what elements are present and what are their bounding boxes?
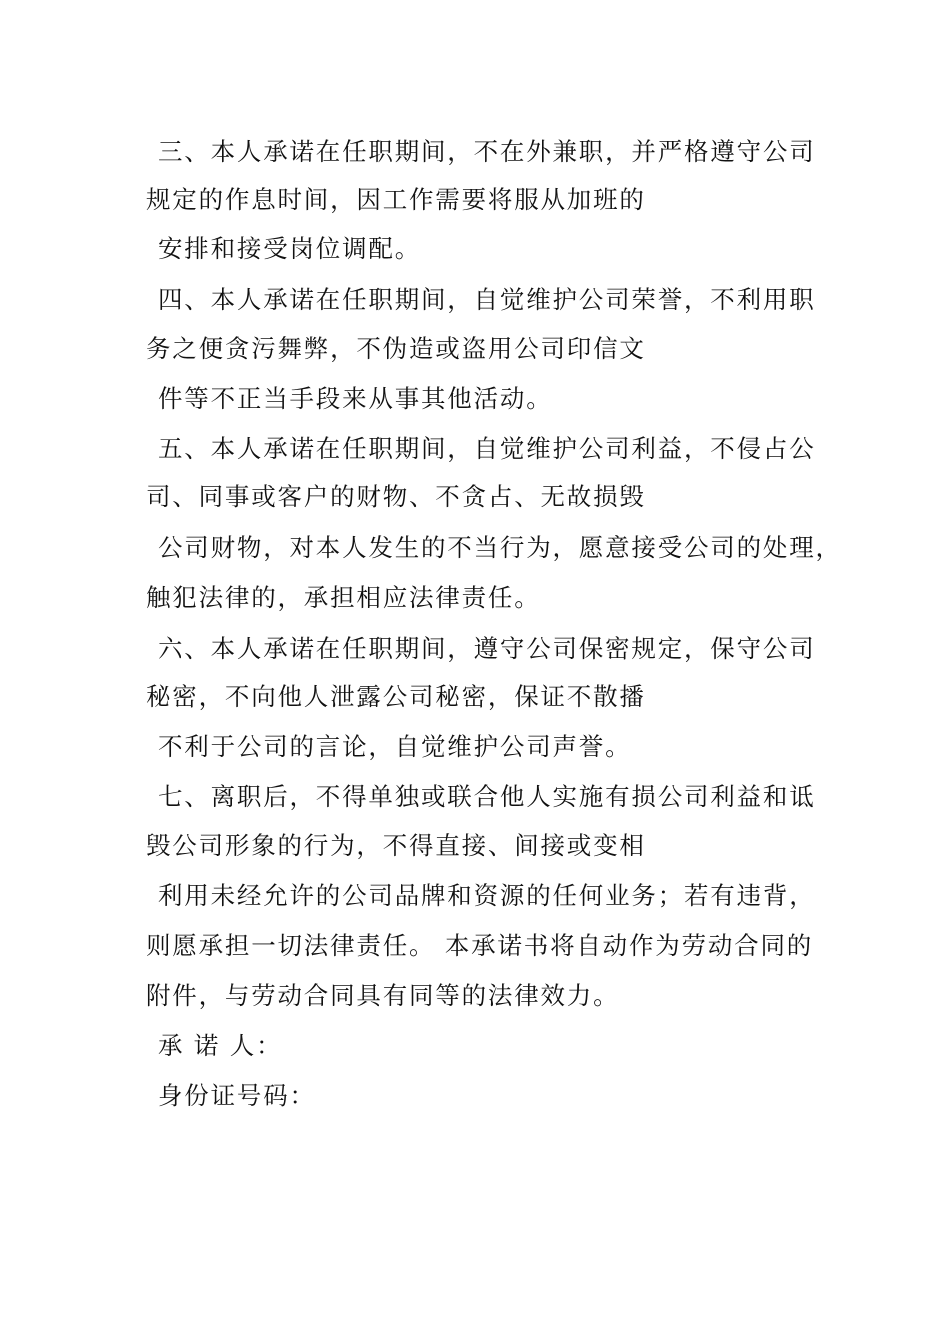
signatory-label: 承 诺 人： <box>158 1031 283 1060</box>
clause-6-line-1: 六、本人承诺在任职期间，遵守公司保密规定，保守公司 <box>158 634 816 663</box>
clause-4-line-3: 件等不正当手段来从事其他活动。 <box>158 384 553 413</box>
clause-3-line-3: 安排和接受岗位调配。 <box>158 234 421 263</box>
clause-6-line-3: 不利于公司的言论，自觉维护公司声誉。 <box>158 732 632 761</box>
id-number-label: 身份证号码： <box>158 1081 316 1110</box>
clause-3-line-1: 三、本人承诺在任职期间，不在外兼职，并严格遵守公司 <box>158 137 816 166</box>
clause-7-line-3: 利用未经允许的公司品牌和资源的任何业务；若有违背， <box>158 881 816 910</box>
clause-5-line-3: 公司财物，对本人发生的不当行为，愿意接受公司的处理， <box>158 533 842 562</box>
clause-7-line-1: 七、离职后，不得单独或联合他人实施有损公司利益和诋 <box>158 782 816 811</box>
clause-3-line-2: 规定的作息时间，因工作需要将服从加班的 <box>146 185 646 214</box>
clause-7-line-2: 毁公司形象的行为，不得直接、间接或变相 <box>146 831 646 860</box>
clause-4-line-1: 四、本人承诺在任职期间，自觉维护公司荣誉，不利用职 <box>158 285 816 314</box>
clause-5-line-2: 司、同事或客户的财物、不贪占、无故损毁 <box>146 482 646 511</box>
clause-5-line-4: 触犯法律的，承担相应法律责任。 <box>146 583 541 612</box>
clause-7-line-4: 则愿承担一切法律责任。 本承诺书将自动作为劳动合同的 <box>146 931 814 960</box>
clause-6-line-2: 秘密，不向他人泄露公司秘密，保证不散播 <box>146 682 646 711</box>
clause-4-line-2: 务之便贪污舞弊，不伪造或盗用公司印信文 <box>146 334 646 363</box>
clause-7-line-5: 附件，与劳动合同具有同等的法律效力。 <box>146 981 620 1010</box>
clause-5-line-1: 五、本人承诺在任职期间，自觉维护公司利益，不侵占公 <box>158 434 816 463</box>
